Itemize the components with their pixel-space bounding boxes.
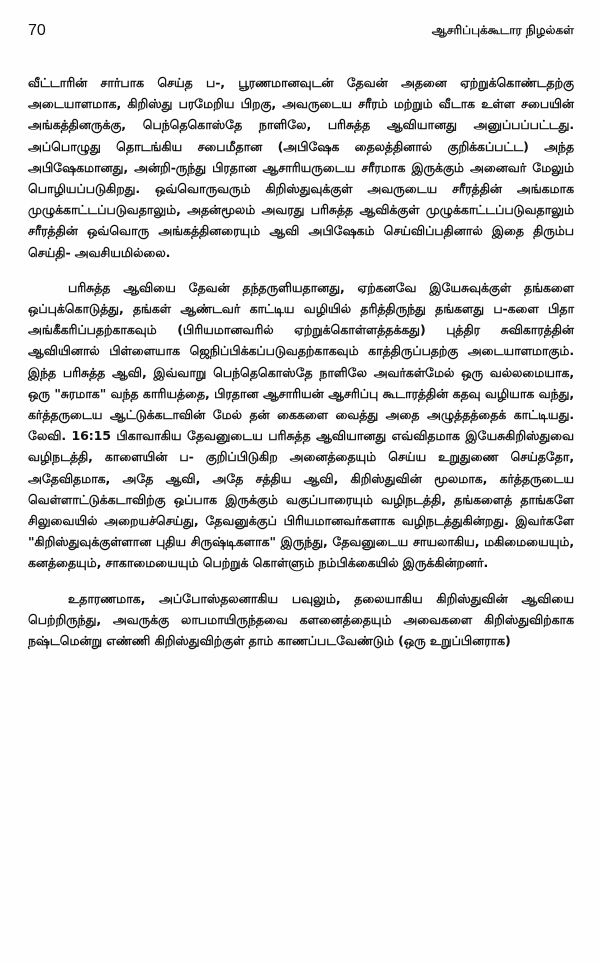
paragraph-1: வீட்டாரின் சார்பாக செய்த ப-, பூரணமானவுடன் தேவன் அதனை ஏற்றுக்கொண்டதற்கு அடையாளமாக, கிறிஸ்து பரமேறிய பிறகு, அவருடைய சரீரம் மற்றும் வீடாக உள்ள சபையின் அங்கத்தினருக்கு, பெந்தெகொஸ்தே நாளிலே, பரிசுத்த ஆவியானது அனுப்பப்பட்டது. அப்பொழுது தொடங்கிய சபைமீதான (அபிஷேக தைலத்தினால் குறிக்கப்பட்ட) அந்த அபிஷேகமானது, அன்றி-ருந்து பிரதான ஆசாரியருடைய சரீரமாக இருக்கும் அனைவர் மேலும் பொழியப்படுகிறது. ஒவ்வொருவரும் கிறிஸ்துவுக்குள் அவருடைய சரீரத்தின் அங்கமாக முழுக்காட்டப்படுவதாலும், அதன்மூலம் அவரது பரிசுத்த ஆவிக்குள் முழுக்காட்டப்படுவதாலும் சரீரத்தின் ஒவ்வொரு அங்கத்தினரையும் ஆவி அபிஷேகம் செய்விப்பதினால் இதை திரும்ப செய்தி- அவசியமில்லை. <box>28 75 574 260</box>
body-text <box>28 72 574 665</box>
paragraph-2: பரிசுத்த ஆவியை தேவன் தந்தருளியதானது, ஏற்கனவே இயேசுவுக்குள் தங்களை ஒப்புக்கொடுத்து, தங்கள் ஆண்டவர் காட்டிய வழியில் தரித்திருந்து தங்களது ப-களை பிதா அங்கீகரிப்பதற்காகவும் (பிரியமானவரில் ஏற்றுக்கொள்ளத்தக்கது) புத்திர சுவிகாரத்தின் ஆவியினால் பிள்ளையாக ஜெநிப்பிக்கப்படுவதற்காகவும் காத்திருப்பதற்கு அடையாளமாகும். இந்த பரிசுத்த ஆவி, இவ்வாறு பெந்தெகொஸ்தே நாளிலே அவர்கள்மேல் ஒரு வல்லமையாக, ஒரு "சுரமாக" வந்த காரியத்தை, பிரதான ஆசாரியன் ஆசரிப்பு கூடாரத்தின் கதவு வழியாக வந்து, கர்த்தருடைய ஆட்டுக்கடாவின் மேல் தன் கைகளை வைத்து அதை அழுத்தத்தைக் காட்டியது. லேவி. 16:15 பிகாவாகிய தேவனுடைய பரிசுத்த ஆவியானது எவ்விதமாக இயேசுகிறிஸ்துவை வழிநடத்தி, காளையின் ப- குறிப்பிடுகிற அனைத்தையும் செய்ய உறுதுணை செய்ததோ, அதேவிதமாக, அதே ஆவி, அதே சத்திய ஆவி, கிறிஸ்துவின் மூலமாக, கர்த்தருடைய வெள்ளாட்டுக்கடாவிற்கு ஒப்பாக இருக்கும் வகுப்பாரையும் வழிநடத்தி, தங்களைத் தாங்களே சிலுவையில் அறையச்செய்து, தேவனுக்குப் பிரியமானவர்களாக வழிநடத்துகின்றது. இவர்களே "கிறிஸ்துவுக்குள்ளான புதிய சிருஷ்டிகளாக" இருந்து, தேவனுடைய சாயலாகிய, மகிமையையும், கனத்தையும், சாகாமையையும் பெற்றுக் கொள்ளும் நம்பிக்கையில் இருக்கின்றனர். <box>28 279 574 571</box>
page-header <box>28 18 574 44</box>
running-title: ஆசரிப்புக்கூடார நிழல்கள் <box>431 23 574 37</box>
page-number: 70 <box>28 22 46 39</box>
paragraph-3: உதாரணமாக, அப்போஸ்தலனாகிய பவுலும், தலையாகிய கிறிஸ்துவின் ஆவியை பெற்றிருந்து, அவருக்கு லாபமாயிருந்தவை களனைத்தையும் அவைகளை கிறிஸ்துவிற்காக நஷ்டமென்று எண்ணி கிறிஸ்துவிற்குள் தாம் காணப்படவேண்டும் (ஒரு உறுப்பினராக) <box>28 590 574 649</box>
